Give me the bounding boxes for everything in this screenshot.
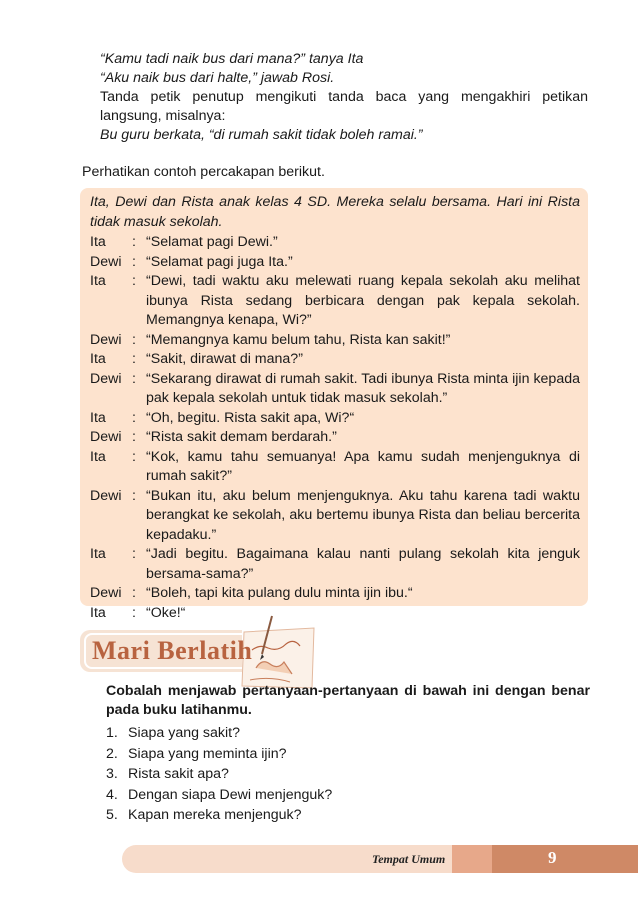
utterance: “Oke!“	[146, 604, 186, 621]
colon: :	[132, 448, 136, 465]
colon: :	[132, 409, 136, 426]
quote-example-1: “Kamu tadi naik bus dari mana?” tanya Ita	[100, 51, 364, 67]
dialog-line	[90, 272, 580, 331]
utterance: “Oh, begitu. Rista sakit apa, Wi?“	[146, 409, 355, 426]
question-item	[106, 785, 590, 806]
speaker: Dewi	[90, 585, 122, 601]
dialog-line	[90, 370, 580, 409]
utterance: “Memangnya kamu belum tahu, Rista kan sakit!”	[146, 331, 451, 348]
utterance: “Sakit, dirawat di mana?”	[146, 351, 303, 367]
dialog-line	[90, 545, 580, 584]
utterance: “Jadi begitu. Bagaimana kalau nanti pulang sekolah kita jenguk bersama-sama?”	[146, 546, 580, 582]
speaker: Ita	[90, 604, 106, 621]
colon: :	[132, 370, 136, 387]
quote-example-3: Bu guru berkata, “di rumah sakit tidak boleh ramai.”	[100, 127, 423, 143]
speaker: Ita	[90, 546, 106, 562]
dialog-line	[90, 409, 580, 429]
question-text: Dengan siapa Dewi menjenguk?	[128, 786, 333, 803]
dialog-opening: Ita, Dewi dan Rista anak kelas 4 SD. Mereka selalu bersama. Hari ini Rista tidak masuk sekolah.	[90, 194, 580, 230]
question-text: Siapa yang sakit?	[128, 725, 240, 741]
colon: :	[132, 253, 136, 270]
section-title: Mari Berlatih	[92, 636, 253, 665]
exercise-instruction: Cobalah menjawab pertanyaan-pertanyaan di bawah ini dengan benar pada buku latihanmu.	[106, 683, 590, 718]
speaker: Ita	[90, 409, 106, 426]
dialog-line	[90, 233, 580, 253]
dialog-line	[90, 487, 580, 546]
utterance: “Kok, kamu tahu semuanya! Apa kamu sudah menjenguknya di rumah sakit?”	[146, 448, 580, 484]
rule-text: Tanda petik penutup mengikuti tanda baca yang mengakhiri petikan langsung, misalnya:	[100, 89, 588, 124]
dialog-line	[90, 428, 580, 448]
colon: :	[132, 351, 136, 367]
dialog-line	[90, 331, 580, 351]
footer-accent	[452, 845, 492, 873]
utterance: “Bukan itu, aku belum menjenguknya. Aku tahu karena tadi waktu berangkat ke sekolah, aku bertemu ibunya Rista dan beliau bercerita kepadaku.”	[146, 487, 580, 543]
colon: :	[132, 604, 136, 621]
question-text: Siapa yang meminta ijin?	[128, 745, 287, 762]
question-number: 5.	[106, 807, 118, 823]
exercise	[106, 682, 590, 826]
footer-chapter-label: Tempat Umum	[372, 852, 446, 866]
question-text: Kapan mereka menjenguk?	[128, 807, 302, 823]
colon: :	[132, 331, 136, 348]
speaker: Ita	[90, 448, 106, 465]
speaker: Ita	[90, 273, 106, 289]
colon: :	[132, 487, 136, 504]
utterance: “Sekarang dirawat di rumah sakit. Tadi ibunya Rista minta ijin kepada pak kepala sekolah untuk tidak masuk sekolah.”	[146, 370, 580, 406]
footer-page-block	[492, 845, 638, 873]
quote-example-2: “Aku naik bus dari halte,” jawab Rosi.	[100, 70, 335, 86]
utterance: “Rista sakit demam berdarah.”	[146, 429, 337, 445]
speaker: Dewi	[90, 487, 122, 504]
utterance: “Boleh, tapi kita pulang dulu minta ijin ibu.“	[146, 585, 413, 601]
question-number: 1.	[106, 725, 118, 741]
speaker: Dewi	[90, 370, 122, 387]
question-number: 2.	[106, 745, 118, 762]
colon: :	[132, 273, 136, 289]
question-item	[106, 764, 590, 785]
speaker: Ita	[90, 234, 106, 250]
colon: :	[132, 429, 136, 445]
dialog-line	[90, 253, 580, 273]
question-item	[106, 744, 590, 765]
speaker: Dewi	[90, 331, 122, 348]
top-section	[100, 50, 588, 145]
dialog-line	[90, 350, 580, 370]
dialog-line	[90, 448, 580, 487]
question-number: 3.	[106, 766, 118, 782]
speaker: Ita	[90, 351, 106, 367]
speaker: Dewi	[90, 253, 122, 270]
utterance: “Dewi, tadi waktu aku melewati ruang kepala sekolah aku melihat ibunya Rista sedang berbicara dengan pak kepala sekolah. Memangnya kenapa, Wi?”	[146, 273, 580, 328]
colon: :	[132, 234, 136, 250]
colon: :	[132, 585, 136, 601]
speaker: Dewi	[90, 429, 122, 445]
colon: :	[132, 546, 136, 562]
question-item	[106, 723, 590, 744]
question-number: 4.	[106, 786, 118, 803]
page-number: 9	[548, 848, 557, 867]
question-item	[106, 805, 590, 826]
dialog	[90, 193, 580, 623]
question-text: Rista sakit apa?	[128, 766, 229, 782]
utterance: “Selamat pagi juga Ita.”	[146, 253, 293, 270]
intro-text: Perhatikan contoh percakapan berikut.	[82, 164, 325, 180]
dialog-line	[90, 584, 580, 604]
utterance: “Selamat pagi Dewi.”	[146, 234, 278, 250]
